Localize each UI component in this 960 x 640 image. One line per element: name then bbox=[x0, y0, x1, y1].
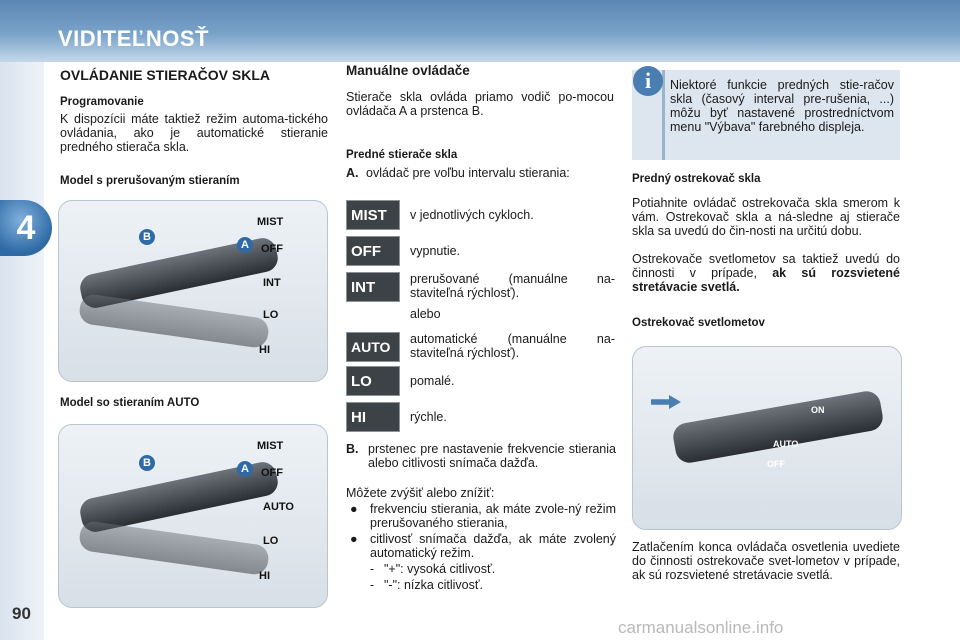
mode-desc-mist: v jednotlivých cykloch. bbox=[410, 208, 534, 222]
info-text: Niektoré funkcie predných stie-račov skla (časový interval pre-rušenia, ...) môžu byť nastavené prostredníctvom menu "Výbava" farebného displeja. bbox=[670, 78, 894, 134]
mode-label-mist: MIST bbox=[257, 216, 284, 228]
bullet-icon: ● bbox=[350, 532, 358, 546]
mode-desc-off: vypnutie. bbox=[410, 244, 461, 258]
control-a-text: ovládač pre voľbu intervalu stierania: bbox=[366, 166, 570, 180]
mode-desc-or: alebo bbox=[410, 307, 441, 321]
washer-text: Potiahnite ovládač ostrekovača skla smerom k vám. Ostrekovač skla a ná-sledne aj stierače skla sa uvedú do čin-nosti na určitú dobu. bbox=[632, 196, 900, 238]
dash-item: "+": vysoká citlivosť. bbox=[384, 562, 496, 576]
dash-icon: - bbox=[370, 562, 375, 576]
headlamp-washer-heading: Ostrekovač svetlometov bbox=[632, 317, 765, 329]
mode-label-hi: HI bbox=[259, 570, 270, 582]
info-icon: i bbox=[633, 66, 663, 96]
page-header bbox=[0, 0, 960, 62]
lighting-stalk bbox=[671, 389, 885, 465]
auto-icon: AUTO bbox=[346, 332, 400, 362]
control-b-label: B. bbox=[346, 442, 359, 456]
stalk-label-on: ON bbox=[811, 405, 825, 415]
section-title: OVLÁDANIE STIERAČOV SKLA bbox=[60, 67, 271, 83]
bullet-item: frekvenciu stierania, ak máte zvole-ný režim prerušovaného stierania, bbox=[370, 502, 616, 530]
mode-desc-int: prerušované (manuálne na-staviteľná rýchlosť). bbox=[410, 272, 615, 300]
programming-heading: Programovanie bbox=[60, 96, 144, 108]
headlamp-illustration bbox=[632, 346, 902, 530]
mode-label-mist: MIST bbox=[257, 440, 284, 452]
washer-text-2: Ostrekovače svetlometov sa taktiež uvedú do činnosti v prípade, ak sú rozsvietené stretávacie svetlá. bbox=[632, 252, 900, 294]
model1-title: Model s prerušovaným stieraním bbox=[60, 175, 240, 187]
mode-label-off: OFF bbox=[261, 467, 283, 479]
hi-icon: HI bbox=[346, 402, 400, 432]
info-box bbox=[632, 70, 900, 160]
manual-controls-title: Manuálne ovládače bbox=[346, 63, 470, 78]
wiper-stalk-ghost bbox=[78, 293, 270, 349]
mode-desc-auto: automatické (manuálne na-staviteľná rýchlosť). bbox=[410, 332, 615, 360]
dash-icon: - bbox=[370, 578, 375, 592]
page-number: 90 bbox=[12, 604, 31, 623]
mode-label-lo: LO bbox=[263, 535, 279, 547]
marker-b: B bbox=[139, 229, 155, 245]
wiper-stalk-ghost bbox=[78, 520, 270, 576]
lo-icon: LO bbox=[346, 366, 400, 396]
adjust-text: Môžete zvýšiť alebo znížiť: bbox=[346, 486, 495, 500]
washer-heading: Predný ostrekovač skla bbox=[632, 173, 761, 185]
dash-item: "-": nízka citlivosť. bbox=[384, 578, 483, 592]
model2-title: Model so stieraním AUTO bbox=[60, 397, 200, 409]
wiper-illustration-int bbox=[58, 200, 328, 382]
marker-b: B bbox=[139, 455, 155, 471]
mist-icon: MIST bbox=[346, 200, 400, 230]
mode-label-hi: HI bbox=[259, 344, 270, 356]
mode-desc-lo: pomalé. bbox=[410, 374, 455, 388]
sidebar-strip bbox=[0, 62, 44, 640]
chapter-tab: 4 bbox=[0, 200, 52, 256]
headlamp-washer-text: Zatlačením konca ovládača osvetlenia uvediete do činnosti ostrekovače svet-lometov v prípade, ak sú rozsvietené stretávacie svetlá. bbox=[632, 540, 900, 582]
mode-label-auto: AUTO bbox=[263, 501, 294, 513]
front-wipers-heading: Predné stierače skla bbox=[346, 149, 458, 161]
bullet-item: citlivosť snímača dažďa, ak máte zvolený automatický režim. bbox=[370, 532, 616, 560]
stalk-label-off: OFF bbox=[767, 459, 785, 469]
control-a-label: A. bbox=[346, 166, 359, 180]
stalk-label-auto: AUTO bbox=[773, 439, 799, 449]
bullet-icon: ● bbox=[350, 502, 358, 516]
mode-label-off: OFF bbox=[261, 243, 283, 255]
control-b-text: prstenec pre nastavenie frekvencie stierania alebo citlivosti snímača dažďa. bbox=[368, 442, 616, 470]
push-arrow-icon bbox=[651, 395, 681, 409]
page-title: VIDITEĽNOSŤ bbox=[58, 26, 209, 51]
mode-desc-hi: rýchle. bbox=[410, 410, 447, 424]
mode-label-int: INT bbox=[263, 277, 281, 289]
marker-a: A bbox=[237, 461, 253, 477]
int-icon: INT bbox=[346, 272, 400, 302]
watermark: carmanualsonline.info bbox=[618, 618, 784, 637]
wiper-illustration-auto bbox=[58, 424, 328, 608]
marker-a: A bbox=[237, 237, 253, 253]
mode-label-lo: LO bbox=[263, 309, 279, 321]
off-icon: OFF bbox=[346, 236, 400, 266]
manual-controls-intro: Stierače skla ovláda priamo vodič po-mocou ovládača A a prstenca B. bbox=[346, 90, 614, 118]
programming-text: K dispozícii máte taktiež režim automa-tického ovládania, ako je automatické stieranie predného stierača skla. bbox=[60, 112, 328, 154]
